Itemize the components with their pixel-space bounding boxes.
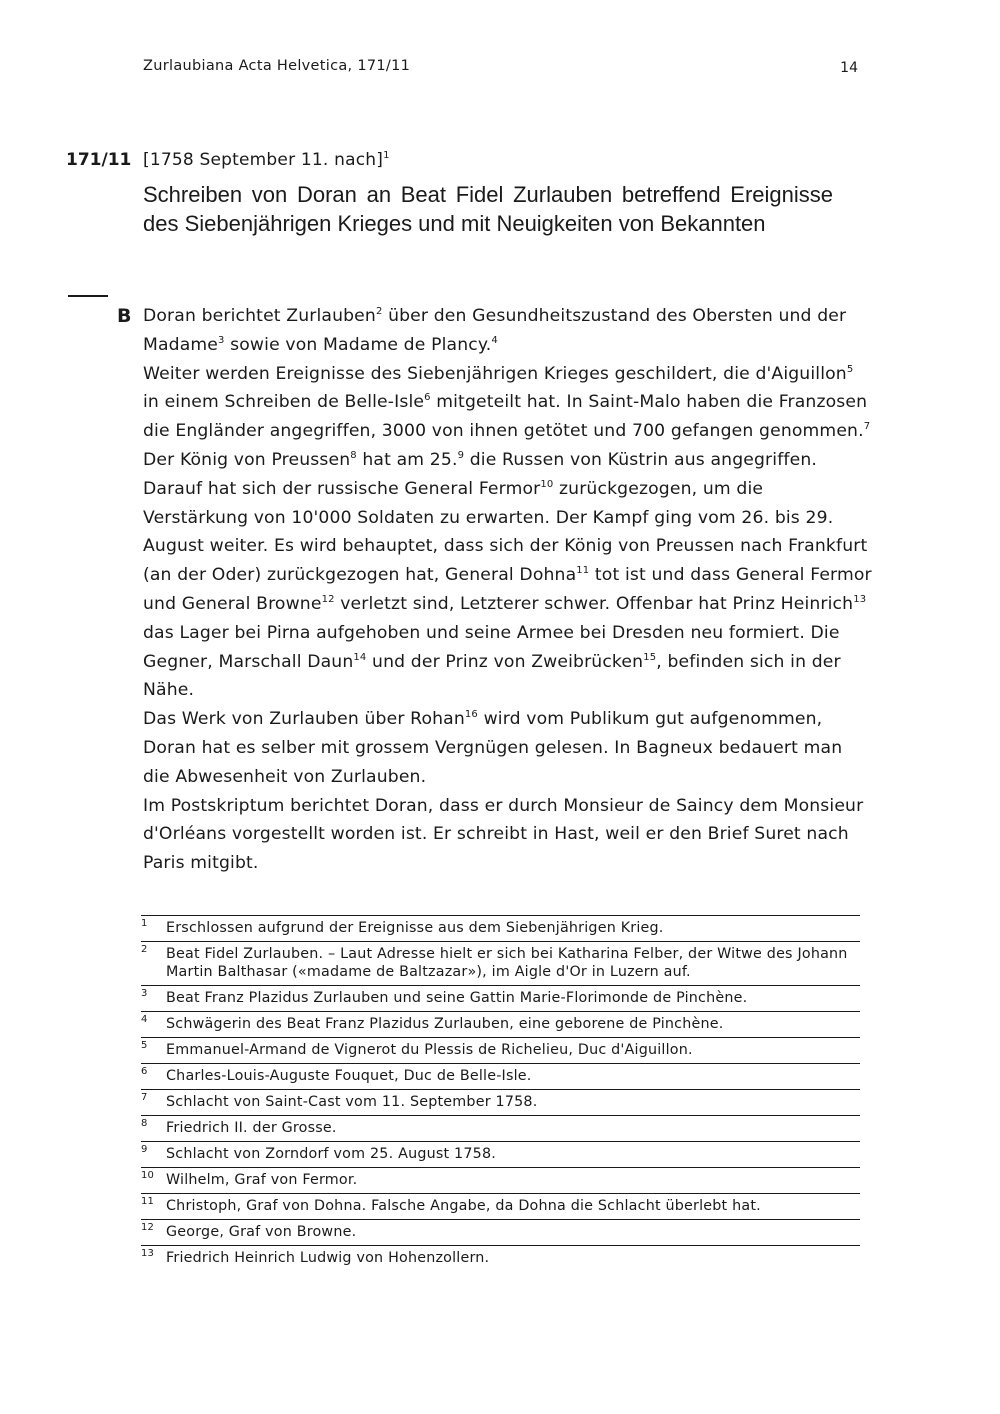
- footnote-ref: 10: [540, 478, 554, 490]
- footnote: [141, 1219, 860, 1245]
- footnote: [141, 1037, 860, 1063]
- footnote-ref: 9: [457, 449, 465, 461]
- footnote-text: Wilhelm, Graf von Fermor.: [166, 1172, 358, 1188]
- body-text: sowie von Madame de Plancy.: [224, 334, 492, 355]
- paragraph: [143, 705, 873, 791]
- footnote-number: 8: [141, 1118, 148, 1129]
- footnote-text: Emmanuel-Armand de Vignerot du Plessis de Richelieu, Duc d'Aiguillon.: [166, 1042, 693, 1058]
- paragraph: [143, 360, 873, 706]
- footnote-text: Friedrich II. der Grosse.: [166, 1120, 337, 1136]
- footnote-number: 12: [141, 1222, 155, 1233]
- body-text: verletzt sind, Letzterer schwer. Offenbar hat Prinz Heinrich: [334, 593, 854, 614]
- footnote: [141, 915, 860, 941]
- footnote: [141, 1089, 860, 1115]
- paragraph: [143, 792, 873, 878]
- footnote-text: Beat Fidel Zurlauben. – Laut Adresse hielt er sich bei Katharina Felber, der Witwe des Johann Martin Balthasar («madame de Baltzazar»), im Aigle d'Or in Luzern auf.: [166, 946, 848, 980]
- footnote: [141, 1193, 860, 1219]
- body-text: Im Postskriptum berichtet Doran, dass er durch Monsieur de Saincy dem Monsieur d'Orléans vorgestellt worden ist. Er schreibt in Hast, weil er den Brief Suret nach Paris mitgibt.: [143, 795, 864, 874]
- body-text: Der König von Preussen: [143, 449, 351, 470]
- footnote: [141, 1011, 860, 1037]
- body-text: über den Gesundheitszustand des Obersten und der Madame: [143, 306, 847, 355]
- document-date: [143, 150, 390, 170]
- footnote-ref: 1: [383, 150, 390, 161]
- footnote-text: Friedrich Heinrich Ludwig von Hohenzollern.: [166, 1250, 490, 1266]
- footnote-ref: 3: [218, 334, 225, 346]
- paragraph: [143, 302, 873, 360]
- footnote: [141, 1063, 860, 1089]
- footnote: [141, 941, 860, 985]
- body-text: Doran berichtet Zurlauben: [143, 306, 376, 326]
- footnote-ref: 12: [321, 593, 335, 605]
- footnote-number: 6: [141, 1066, 148, 1077]
- section-marker: B: [117, 305, 132, 327]
- body-text: und der Prinz von Zweibrücken: [366, 651, 644, 672]
- running-header: Zurlaubiana Acta Helvetica, 171/11: [143, 58, 411, 74]
- footnote-number: 3: [141, 988, 148, 999]
- body-text: mitgeteilt hat. In Saint-Malo haben die Franzosen die Engländer angegriffen, 3000 von ihnen getötet und 700 gefangen genommen.: [143, 392, 868, 442]
- body-text: Weiter werden Ereignisse des Siebenjährigen Krieges geschildert, die d'Aiguillon: [143, 363, 847, 384]
- footnote-number: 4: [141, 1014, 148, 1025]
- footnote: [141, 985, 860, 1011]
- footnote-ref: 14: [353, 651, 367, 663]
- body-text: die Russen von Küstrin aus angegriffen. Darauf hat sich der russische General Fermor: [143, 449, 817, 499]
- document-title: Schreiben von Doran an Beat Fidel Zurlauben betreffend Ereignisse des Siebenjährigen Krieges und mit Neuigkeiten von Bekannten: [143, 182, 833, 236]
- footnote: [141, 1141, 860, 1167]
- footnote-text: Christoph, Graf von Dohna. Falsche Angabe, da Dohna die Schlacht überlebt hat.: [166, 1198, 761, 1214]
- footnote-ref: 8: [350, 449, 357, 461]
- footnote-number: 9: [141, 1144, 148, 1155]
- footnotes: [141, 915, 860, 1271]
- footnote-text: Erschlossen aufgrund der Ereignisse aus dem Siebenjährigen Krieg.: [166, 920, 664, 936]
- footnote-number: 11: [141, 1196, 155, 1207]
- footnote-ref: 11: [576, 565, 590, 577]
- footnote-ref: 15: [643, 651, 657, 663]
- footnote-text: George, Graf von Browne.: [166, 1224, 357, 1240]
- footnote-number: 13: [141, 1248, 155, 1259]
- footnote-ref: 4: [491, 334, 498, 346]
- footnote-ref: 13: [853, 593, 867, 605]
- body-text: das Lager bei Pirna aufgehoben und seine Armee bei Dresden neu formiert. Die Gegner, Marschall Daun: [143, 622, 840, 672]
- body-text: in einem Schreiben de Belle-Isle: [143, 392, 425, 413]
- footnote-number: 5: [141, 1040, 148, 1051]
- footnote-text: Beat Franz Plazidus Zurlauben und seine Gattin Marie-Florimonde de Pinchène.: [166, 990, 748, 1006]
- footnote-number: 7: [141, 1092, 148, 1103]
- footnote: [141, 1115, 860, 1141]
- footnote-ref: 2: [375, 306, 383, 317]
- footnote-ref: 5: [846, 363, 854, 375]
- footnote: [141, 1245, 860, 1271]
- footnote-ref: 6: [424, 392, 431, 404]
- body-text: Das Werk von Zurlauben über Rohan: [143, 709, 465, 730]
- document-number: 171/11: [66, 150, 132, 170]
- body-text: wird vom Publikum gut aufgenommen, Doran hat es selber mit grossem Vergnügen gelesen. In Bagneux bedauert man die Abwesenheit von Zurlauben.: [143, 709, 843, 787]
- footnote-text: Charles-Louis-Auguste Fouquet, Duc de Belle-Isle.: [166, 1068, 532, 1084]
- body-text: tot ist und dass General Fermor und General Browne: [143, 565, 872, 614]
- footnote-number: 1: [141, 918, 148, 929]
- footnote-text: Schlacht von Zorndorf vom 25. August 1758.: [166, 1146, 496, 1162]
- section-rule: [68, 295, 108, 297]
- footnote-number: 2: [141, 944, 148, 955]
- date-text: [1758 September 11. nach]: [143, 150, 384, 170]
- footnote-number: 10: [141, 1170, 155, 1181]
- page-number: 14: [840, 60, 858, 76]
- footnote-text: Schwägerin des Beat Franz Plazidus Zurlauben, eine geborene de Pinchène.: [166, 1016, 724, 1032]
- summary-body: [143, 302, 873, 878]
- footnote-ref: 16: [464, 709, 478, 721]
- footnote: [141, 1167, 860, 1193]
- body-text: hat am 25.: [356, 449, 458, 470]
- body-text: , befinden sich in der Nähe.: [143, 651, 841, 701]
- footnote-text: Schlacht von Saint-Cast vom 11. September 1758.: [166, 1094, 538, 1110]
- footnote-ref: 7: [863, 421, 871, 433]
- body-text: zurückgezogen, um die Verstärkung von 10'000 Soldaten zu erwarten. Der Kampf ging vom 26. bis 29. August weiter. Es wird behauptet, dass sich der König von Preussen nach Frankfurt (an der Oder) zurückgezogen hat, General Dohna: [143, 478, 868, 586]
